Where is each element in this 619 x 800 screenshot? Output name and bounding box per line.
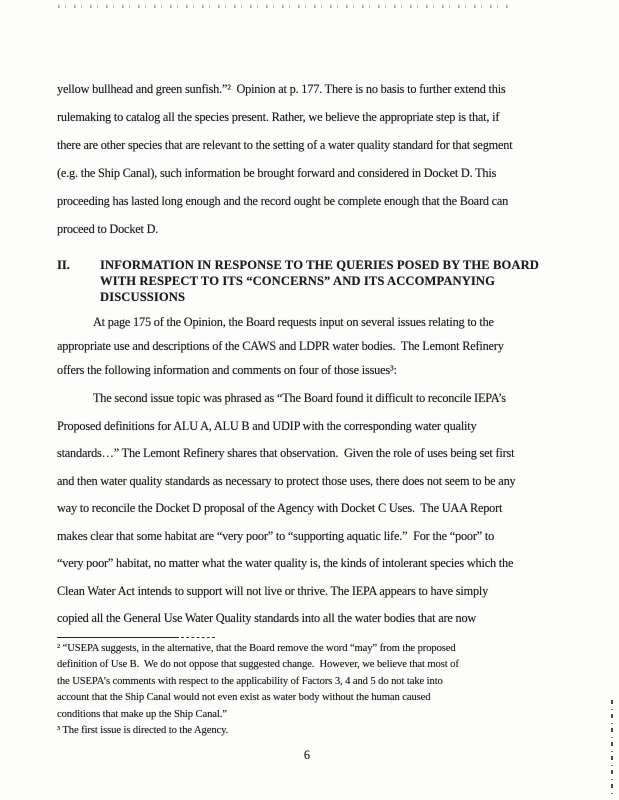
text-line: rulemaking to catalog all the species present. Rather, we believe the appropriate step is that, if: [57, 110, 500, 124]
scan-artifact-top: [58, 5, 510, 8]
footnote-2: [57, 641, 587, 723]
text-line: and then water quality standards as necessary to protect those uses, there does not seem to be any: [57, 473, 516, 488]
footnote-line: ³ The first issue is directed to the Agency.: [57, 725, 229, 737]
text-line: proceeding has lasted long enough and the record ought be complete enough that the Board can: [57, 194, 509, 208]
text-line: Proposed definitions for ALU A, ALU B and UDIP with the corresponding water quality: [57, 418, 477, 433]
footnote-separator: [57, 637, 215, 639]
text-line: yellow bullhead and green sunfish.”² Opinion at p. 177. There is no basis to further extend this: [57, 82, 506, 96]
footnote-line: definition of Use B. We do not oppose that suggested change. However, we believe that most of: [57, 659, 459, 671]
text-line: there are other species that are relevant to the setting of a water quality standard for that segment: [57, 138, 513, 152]
text-line: “very poor” habitat, no matter what the water quality is, the kinds of intolerant species which the: [57, 556, 514, 570]
footnote-line: ² “USEPA suggests, in the alternative, that the Board remove the word “may” from the proposed: [57, 643, 456, 654]
text-line: Clean Water Act intends to support will not live or thrive. The IEPA appears to have simply: [57, 583, 489, 598]
text-line: way to reconcile the Docket D proposal of the Agency with Docket C Uses. The UAA Report: [57, 501, 503, 515]
text-line: appropriate use and descriptions of the CAWS and LDPR water bodies. The Lemont Refinery: [57, 339, 504, 353]
paragraph-continuation: [57, 75, 587, 243]
heading-line: WITH RESPECT TO ITS “CONCERNS” AND ITS ACCOMPANYING: [100, 273, 496, 288]
heading-line: INFORMATION IN RESPONSE TO THE QUERIES POSED BY THE BOARD: [100, 258, 539, 272]
text-line: The second issue topic was phrased as “The Board found it difficult to reconcile IEPA’s: [93, 391, 506, 405]
section-heading: [57, 258, 587, 305]
footnote-line: the USEPA’s comments with respect to the applicability of Factors 3, 4 and 5 do not take into: [57, 675, 443, 687]
footnote-line: account that the Ship Canal would not even exist as water body without the human caused: [57, 692, 431, 704]
text-line: At page 175 of the Opinion, the Board requests input on several issues relating to the: [93, 315, 494, 329]
footnote-separator-dashes: [181, 637, 215, 638]
page-number: 6: [303, 748, 311, 762]
heading-line: DISCUSSIONS: [100, 289, 186, 304]
footnote-3: [57, 723, 587, 739]
section-numeral: II.: [57, 258, 70, 272]
text-line: standards…” The Lemont Refinery shares that observation. Given the role of uses being set first: [57, 446, 515, 460]
text-line: copied all the General Use Water Quality standards into all the water bodies that are now: [57, 611, 477, 625]
text-line: (e.g. the Ship Canal), such information be brought forward and considered in Docket D. This: [57, 166, 497, 180]
paragraph-queries-intro: [57, 310, 587, 382]
footnote-line: conditions that make up the Ship Canal.”: [57, 708, 227, 720]
footnote-separator-line: [57, 637, 179, 638]
paragraph-second-issue: [57, 385, 587, 633]
section-heading-text: [100, 258, 587, 305]
text-line: offers the following information and comments on four of those issues³:: [57, 363, 397, 377]
text-line: makes clear that some habitat are “very poor” to “supporting aquatic life.” For the “poor” to: [57, 528, 495, 543]
footnotes: [57, 641, 587, 739]
scan-artifact-right: [611, 700, 613, 794]
text-line: proceed to Docket D.: [57, 222, 159, 236]
